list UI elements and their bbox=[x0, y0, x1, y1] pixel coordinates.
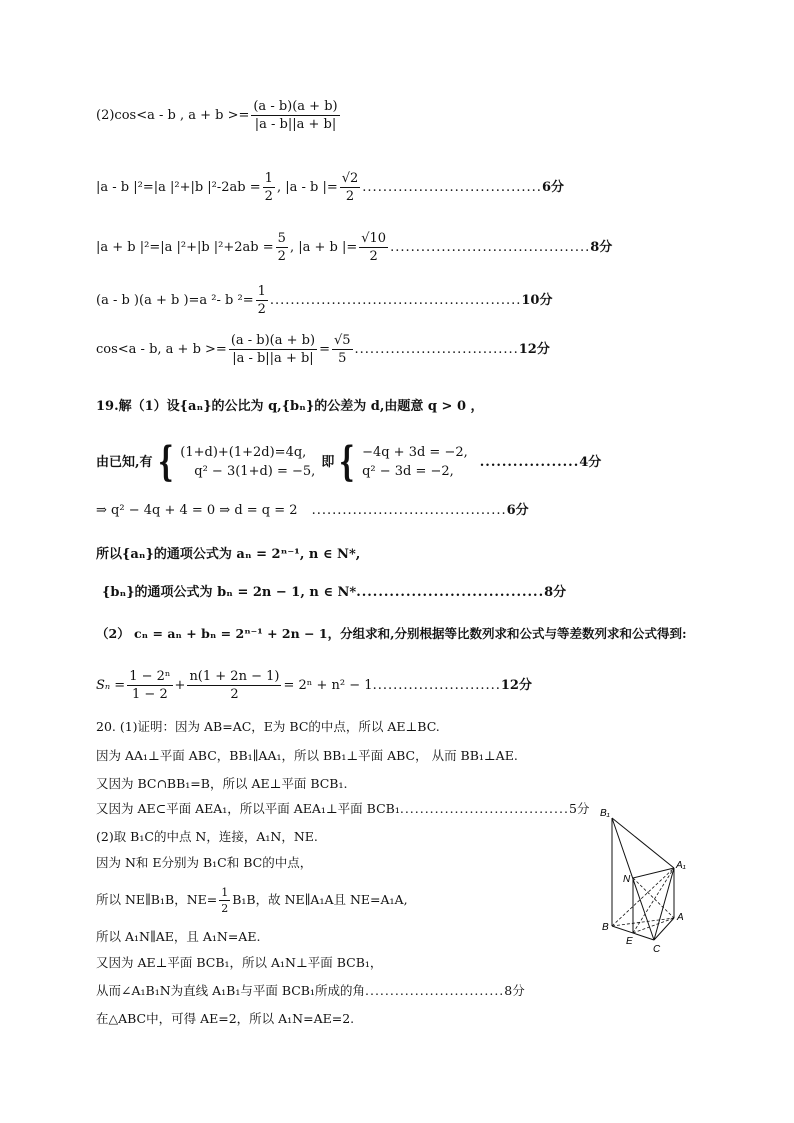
frac-den: 2 bbox=[230, 687, 239, 702]
frac-num: n(1 + 2n − 1) bbox=[189, 669, 280, 684]
cos-numerator: (a - b)(a + b) bbox=[253, 99, 338, 114]
score: 10分 bbox=[521, 293, 553, 308]
frac-num: 5 bbox=[277, 231, 286, 246]
frac-num: √2 bbox=[341, 171, 359, 186]
an-formula-text: 所以{aₙ}的通项公式为 aₙ = 2ⁿ⁻¹, n ∈ N*, bbox=[96, 547, 361, 562]
edge-N-A1 bbox=[633, 868, 674, 878]
cos-lead: (2)cos<a - b , a + b >= bbox=[96, 108, 250, 123]
q19-intro-text: 19.解（1）设{aₙ}的公比为 q,{bₙ}的公差为 d,由题意 q > 0 ， bbox=[96, 399, 484, 414]
frac-den: 2 bbox=[277, 249, 286, 264]
q19-sum-line bbox=[96, 670, 532, 701]
leader-dots: ................................ bbox=[354, 342, 519, 357]
q20-text: 又因为 AE⊂平面 AEA₁，所以平面 AEA₁⊥平面 BCB₁ bbox=[96, 801, 400, 816]
frac-num: 1 bbox=[257, 284, 266, 299]
q20-line-10 bbox=[96, 985, 525, 998]
fraction-sqrt5 bbox=[332, 334, 353, 365]
system-row: q² − 3d = −2, bbox=[362, 464, 454, 479]
q20-line-8 bbox=[96, 931, 260, 944]
frac-num: √5 bbox=[333, 333, 351, 348]
label-A1: A₁ bbox=[676, 860, 686, 871]
geometric-sum-fraction bbox=[127, 670, 172, 701]
q20-line-2 bbox=[96, 750, 518, 763]
label-E: E bbox=[626, 936, 633, 947]
q20-text: B₁B，故 NE∥A₁A且 NE=A₁A, bbox=[232, 892, 408, 908]
frac-num: √10 bbox=[361, 231, 387, 246]
q20-text: 在△ABC中，可得 AE=2，所以 A₁N=AE=2. bbox=[96, 1011, 355, 1026]
cos-denominator: |a - b||a + b| bbox=[254, 117, 337, 132]
cos-fraction bbox=[229, 334, 317, 365]
q20-text: 20. (1)证明：因为 AB=AC，E为 BC的中点，所以 AE⊥BC. bbox=[96, 719, 440, 734]
frac-den: 5 bbox=[338, 351, 347, 366]
equation-system-1 bbox=[180, 446, 315, 478]
q20-line-9 bbox=[96, 957, 382, 970]
triangular-prism-figure bbox=[596, 806, 696, 956]
left-brace-icon: { bbox=[157, 438, 174, 485]
norm-plus-text: |a + b |²=|a |²+|b |²+2ab = bbox=[96, 240, 274, 255]
q20-text: 因为 N和 E分别为 B₁C和 BC的中点， bbox=[96, 855, 313, 870]
norm-minus-text: |a - b |²=|a |²+|b |²-2ab = bbox=[96, 180, 261, 195]
hidden-edge-B-A1 bbox=[612, 868, 674, 926]
norm-plus-line bbox=[96, 232, 612, 263]
norm-minus-mid: , |a - b |= bbox=[276, 180, 338, 195]
q19-bn-formula bbox=[102, 586, 566, 599]
frac-den: 2 bbox=[345, 189, 355, 204]
label-N: N bbox=[623, 874, 631, 885]
q20-line-5 bbox=[96, 831, 318, 844]
fraction-sqrt10 bbox=[359, 232, 388, 263]
system-row: (1+d)+(1+2d)=4q, bbox=[180, 445, 307, 460]
label-A: A bbox=[677, 912, 684, 923]
frac-den: 2 bbox=[221, 902, 229, 915]
score: 12分 bbox=[500, 678, 532, 693]
q19-intro bbox=[96, 400, 484, 413]
cos-result-line bbox=[96, 334, 550, 365]
leader-dots: ................................................. bbox=[269, 293, 522, 308]
hidden-edge-B-A bbox=[612, 918, 674, 926]
leader-dots: ...................................... bbox=[311, 503, 507, 518]
label-B: B bbox=[602, 922, 609, 933]
q19-an-formula bbox=[96, 548, 360, 561]
cos-fraction bbox=[251, 100, 339, 131]
q20-text: 所以 A₁N∥AE，且 A₁N=AE. bbox=[96, 929, 261, 944]
score: 8分 bbox=[590, 240, 613, 255]
q19-solve-line bbox=[96, 504, 529, 517]
fraction-half bbox=[256, 285, 268, 316]
system-row: −4q + 3d = −2, bbox=[362, 445, 468, 460]
dot-product-text: (a - b )(a + b )=a ²- b ²= bbox=[96, 293, 254, 308]
sum-rest: = 2ⁿ + n² − 1 bbox=[283, 678, 373, 693]
frac-num: 1 bbox=[264, 171, 273, 186]
system-lead: 由已知,有 bbox=[96, 454, 153, 470]
score: 4分 bbox=[579, 454, 602, 470]
system-mid: 即 bbox=[321, 454, 335, 470]
frac-den: 2 bbox=[264, 189, 273, 204]
leader-dots: ......................... bbox=[372, 678, 501, 693]
q20-line-7 bbox=[96, 887, 408, 914]
label-C: C bbox=[653, 944, 661, 955]
q20-text: 所以 NE∥B₁B，NE= bbox=[96, 892, 218, 908]
leader-dots: ....................................... bbox=[390, 240, 591, 255]
fraction-half bbox=[219, 887, 230, 914]
leader-dots: .................. bbox=[479, 454, 580, 470]
q20-text: 从而∠A₁B₁N为直线 A₁B₁与平面 BCB₁所成的角 bbox=[96, 983, 366, 998]
leader-dots: .................................. bbox=[399, 801, 569, 816]
plus-sign: + bbox=[174, 678, 186, 693]
frac-den: 2 bbox=[369, 249, 378, 264]
q20-line-6 bbox=[96, 857, 312, 870]
q20-line-3 bbox=[96, 778, 347, 791]
q19-system-line bbox=[96, 438, 602, 485]
arithmetic-sum-fraction bbox=[187, 670, 281, 701]
q20-text: 又因为 BC∩BB₁=B，所以 AE⊥平面 BCB₁. bbox=[96, 776, 348, 791]
leader-dots: .................................. bbox=[356, 585, 545, 600]
solve-text: ⇒ q² − 4q + 4 = 0 ⇒ d = q = 2 bbox=[96, 503, 298, 518]
frac-num: 1 − 2ⁿ bbox=[129, 669, 171, 684]
system-row: q² − 3(1+d) = −5, bbox=[194, 464, 316, 479]
cos-formula-line-1 bbox=[96, 100, 342, 131]
q20-text: 又因为 AE⊥平面 BCB₁，所以 A₁N⊥平面 BCB₁， bbox=[96, 955, 383, 970]
q20-line-11 bbox=[96, 1013, 354, 1026]
leader-dots: ............................ bbox=[365, 983, 505, 998]
sum-lead: Sₙ = bbox=[96, 678, 126, 693]
fraction-half bbox=[263, 172, 275, 203]
score: 8分 bbox=[504, 983, 525, 998]
leader-dots: ................................... bbox=[362, 180, 542, 195]
cos-denominator: |a - b||a + b| bbox=[232, 351, 314, 366]
equation-system-2 bbox=[362, 446, 468, 478]
part2-intro-text: （2） cₙ = aₙ + bₙ = 2ⁿ⁻¹ + 2n − 1，分组求和,分别根据等比数列求和公式与等差数列求和公式得到: bbox=[96, 626, 687, 641]
dot-product-line bbox=[96, 285, 552, 316]
cos-numerator: (a - b)(a + b) bbox=[230, 333, 316, 348]
fraction-sqrt2 bbox=[340, 172, 361, 203]
score: 6分 bbox=[541, 180, 564, 195]
bn-formula-text: {bₙ}的通项公式为 bₙ = 2n − 1, n ∈ N* bbox=[102, 585, 357, 600]
q20-text: (2)取 B₁C的中点 N，连接，A₁N，NE. bbox=[96, 829, 318, 844]
score: 8分 bbox=[544, 585, 567, 600]
q20-line-4 bbox=[96, 803, 589, 816]
frac-num: 1 bbox=[221, 886, 229, 899]
q20-line-1 bbox=[96, 721, 440, 734]
equals-sign: = bbox=[319, 342, 330, 357]
fraction-five-halves bbox=[276, 232, 288, 263]
q19-part2-intro bbox=[96, 628, 687, 641]
norm-plus-mid: , |a + b |= bbox=[289, 240, 358, 255]
norm-minus-line bbox=[96, 172, 564, 203]
score: 5分 bbox=[568, 801, 590, 816]
cos-result-lead: cos<a - b, a + b >= bbox=[96, 342, 227, 357]
label-B1: B₁ bbox=[600, 808, 610, 819]
score: 12分 bbox=[518, 342, 550, 357]
edge-B1-A1 bbox=[612, 818, 674, 868]
frac-den: 2 bbox=[257, 302, 266, 317]
frac-den: 1 − 2 bbox=[132, 687, 168, 702]
q20-text: 因为 AA₁⊥平面 ABC，BB₁∥AA₁，所以 BB₁⊥平面 ABC， 从而 BB₁⊥AE. bbox=[96, 748, 518, 763]
score: 6分 bbox=[506, 503, 529, 518]
left-brace-icon: { bbox=[339, 438, 355, 485]
